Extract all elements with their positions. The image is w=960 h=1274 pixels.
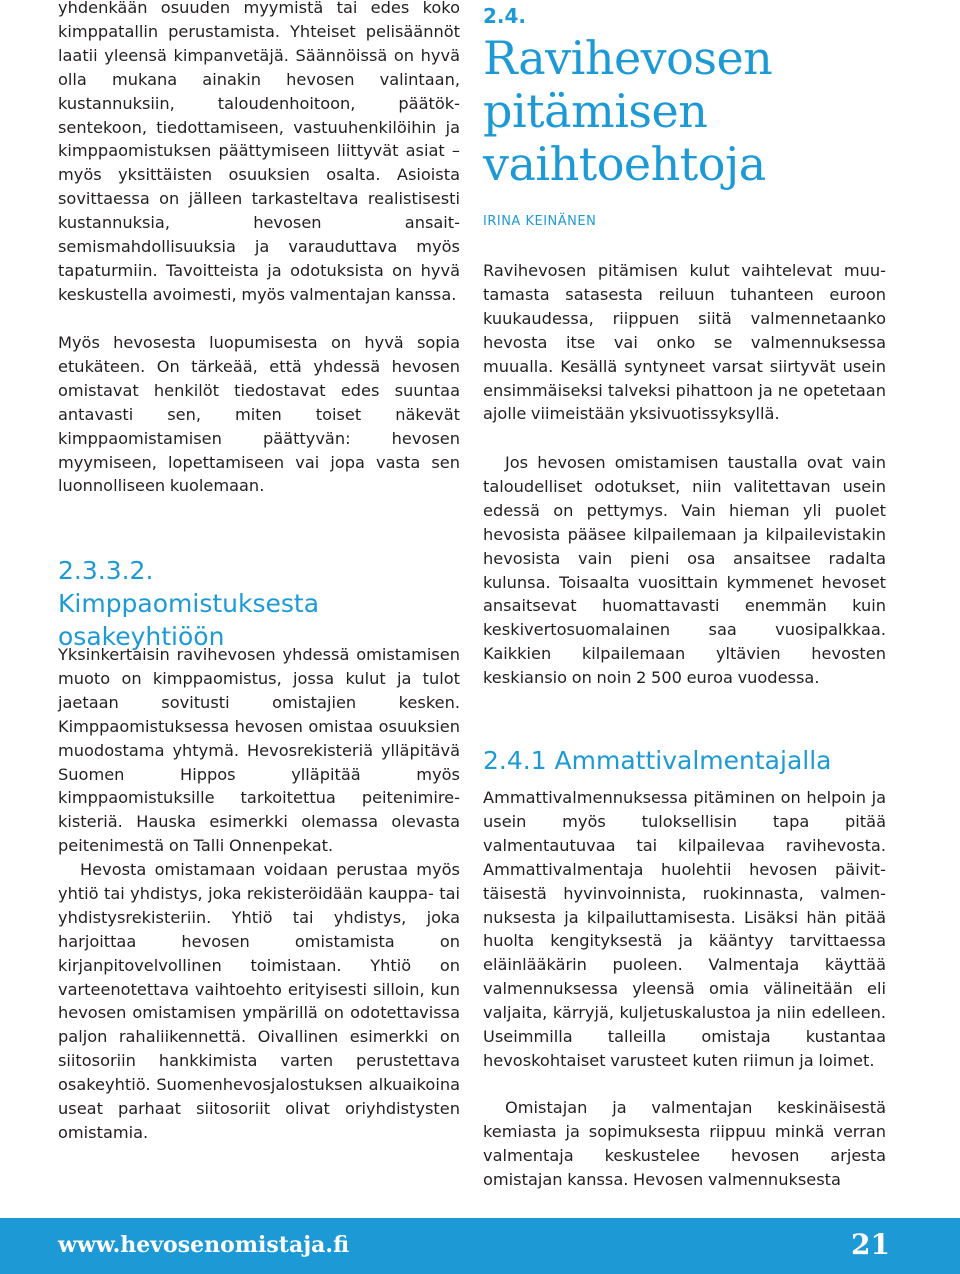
footer-url-link[interactable]: www.hevosenomistaja.fi <box>58 1232 350 1258</box>
left-paragraph-3: Yksinkertaisin ravihevosen yhdessä omistamisen muoto on kimppaomistus, jossa kulut ja tulot jaetaan sovitusti omistajien kesken. Kimppaomistuksessa hevosen omistaa osuuksien muodostama yhtymä. Hevosrekisteriä ylläpitävä Suomen Hippos ylläpitää myös kimppaomistuksille tarkoitettua peitenimirekisteriä. Hauska esimerkki olemassa olevasta peitenimestä on Talli Onnenpekat. <box>58 645 460 856</box>
left-paragraph-4: Hevosta omistamaan voidaan perustaa myös yhtiö tai yhdistys, joka rekisteröidään kauppa- tai yhdistysrekisteriin. Yhtiö tai yhdistys, joka harjoittaa hevosen omistamista on kirjanpitovelvollinen toimistaan. Yhtiö on varteenotettava vaihtoehto erityisesti silloin, kun hevosen omistamisen ympärillä on odotettavissa paljon rahaliikennettä. Oivallinen esimerkki on siitosoriin hankkimista varten perustettava osakeyhtiö. Suomenhevosjalostuksen alkuaikoina useat parhaat siitosoriit olivat oriyhdistysten omistamia. <box>58 860 460 1142</box>
left-paragraph-1: yhdenkään osuuden myymistä tai edes koko kimppatallin perustamista. Yhteiset pelisäännöt laatii yleensä kimpanvetäjä. Säännöissä on hyvä olla mukana ainakin hevosen valintaan, kustannuksiin, taloudenhoitoon, päätöksentekoon, tiedottamiseen, vastuuhenkilöihin ja kimppaomistuksen päättymiseen liittyvät asiat – myös yksittäisten osuuksien osalta. Asioista sovittaessa on jälleen tarkasteltava realistisesti kustannuksia, hevosen ansaitsemismahdollisuuksia ja varauduttava myös tapaturmiin. Tavoitteista ja odotuksista on hyvä keskustella avoimesti, myös valmentajan kanssa. <box>58 0 460 304</box>
section-heading-kimppaomistuksesta: 2.3.3.2. Kimppaomistuksesta osakeyhtiöön <box>58 556 320 651</box>
right-paragraph-4: Omistajan ja valmentajan keskinäisestä kemiasta ja sopimuksesta riippuu minkä verran valmentaja keskustelee hevosen arjesta omistajan kanssa. Hevosen valmennuksesta <box>483 1098 886 1189</box>
right-paragraph-1: Ravihevosen pitämisen kulut vaihtelevat muutamasta satasesta reiluun tuhanteen euroon kuukaudessa, riippuen siitä valmennetaanko hevosta itse vai onko se valmennuksessa muualla. Kesällä syntyneet varsat siirtyvät usein ensimmäiseksi talveksi pihattoon ja ne opetetaan ajolle viimeistään yksivuotissyksyllä. <box>483 261 886 424</box>
page-title: Ravihevosen pitämisen vaihtoehtoja <box>483 31 773 191</box>
right-paragraph-3: Ammattivalmennuksessa pitäminen on helpoin ja usein myös tuloksellisin tapa pitää valmentautuvaa tai kilpailevaa ravihevosta. Ammattivalmentaja huolehtii hevosen päivittäisestä hyvinvoinnista, ruokinnasta, valmennuksesta ja kilpailuttamisesta. Lisäksi hän pitää huolta kengityksestä ja kääntyy tarvittaessa eläinlääkärin puoleen. Valmentaja käyttää valmennuksessa yleensä omia välineitään eli valjaita, kärryjä, kuljetuskalustoa ja niin edelleen. Useimmilla talleilla omistaja kustantaa hevoskohtaiset varusteet kuten riimun ja loimet. <box>483 788 886 1070</box>
page-number: 21 <box>851 1228 890 1261</box>
section-number: 2.4. <box>483 4 527 28</box>
left-paragraph-2: Myös hevosesta luopumisesta on hyvä sopia etukäteen. On tärkeää, että yhdessä hevosen omistavat henkilöt tiedostavat edes suuntaa antavasti sen, miten toiset näkevät kimppaomistamisen päättyvän: hevosen myymiseen, lopettamiseen vai jopa vasta sen luonnolliseen kuolemaan. <box>58 333 460 496</box>
footer-bar <box>0 1218 960 1274</box>
right-paragraph-2: Jos hevosen omistamisen taustalla ovat vain taloudelliset odotukset, niin valitettavan usein edessä on pettymys. Vain hieman yli puolet hevosista pääsee kilpailemaan ja kilpailevistakin hevosista vain pieni osa ansaitsee radalta kulunsa. Toisaalta vuosittain kymmenet hevoset ansaitsevat huomattavasti enemmän kuin keskivertosuomalainen saa vuosipalkkaa. Kaikkien kilpailemaan yltävien hevosten keskiansio on noin 2 500 euroa vuodessa. <box>483 453 886 688</box>
author-name: IRINA KEINÄNEN <box>483 214 597 229</box>
subsection-heading-ammattivalmentajalla: 2.4.1 Ammattivalmentajalla <box>483 746 832 775</box>
